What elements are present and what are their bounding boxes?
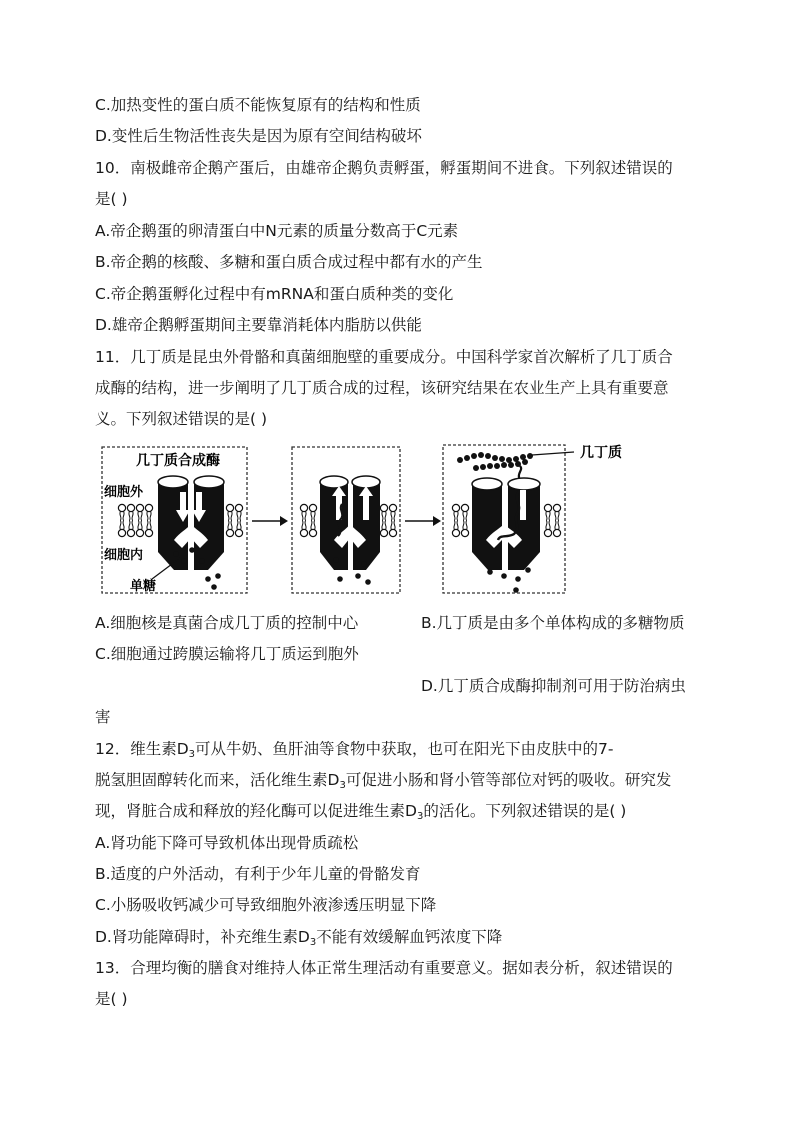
q12-stem-line3: 现，肾脏合成和释放的羟化酶可以促进维生素$D_3$的活化。下列叙述错误的是( ) (95, 802, 627, 822)
q11-option-d-continued: 害 (95, 708, 111, 726)
q12-stem-line1: 12．维生素$D_3$可从牛奶、鱼肝油等食物中获取，也可在阳光下由皮肤中的7- (95, 740, 614, 760)
q12-option-a: A.肾功能下降可导致机体出现骨质疏松 (95, 834, 359, 852)
label-enzyme: 几丁质合成酶 (136, 453, 220, 469)
q11-option-a: A.细胞核是真菌合成几丁质的控制中心 (95, 614, 359, 632)
q11-stem-line3: 义。下列叙述错误的是( ) (95, 410, 268, 428)
membrane-left (118, 504, 152, 536)
q9-option-c: C.加热变性的蛋白质不能恢复原有的结构和性质 (95, 96, 421, 114)
q11-option-b: B.几丁质是由多个单体构成的多糖物质 (421, 614, 685, 632)
membrane-left-2 (300, 504, 316, 536)
q10-option-b: B.帝企鹅的核酸、多糖和蛋白质合成过程中都有水的产生 (95, 253, 483, 271)
q13-stem-line2: 是( ) (95, 990, 128, 1008)
q11-stem-line1: 11．几丁质是昆虫外骨骼和真菌细胞壁的重要成分。中国科学家首次解析了几丁质合 (95, 348, 673, 366)
q11-option-c: C.细胞通过跨膜运输将几丁质运到胞外 (95, 645, 359, 663)
arrow-1 (252, 516, 288, 526)
enzyme-shape-3 (472, 478, 540, 570)
q12-stem-line2: 脱氢胆固醇转化而来，活化维生素$D_3$可促进小肠和肾小管等部位对钙的吸收。研究发 (95, 771, 672, 791)
q9-option-d: D.变性后生物活性丧失是因为原有空间结构破坏 (95, 127, 422, 145)
panel-2 (292, 447, 400, 593)
panel-1 (102, 447, 247, 594)
q10-stem-line1: 10．南极雌帝企鹅产蛋后，由雄帝企鹅负责孵蛋，孵蛋期间不进食。下列叙述错误的 (95, 159, 673, 177)
q12-option-b: B.适度的户外活动，有利于少年儿童的骨骼发育 (95, 865, 421, 883)
membrane-right-3 (544, 504, 560, 536)
membrane-left-3 (452, 504, 468, 536)
enzyme-shape (158, 476, 224, 570)
q12-option-d: D.肾功能障碍时，补充维生素$D_3$不能有效缓解血钙浓度下降 (95, 928, 503, 948)
membrane-right (226, 504, 242, 536)
label-inside: 细胞内 (104, 548, 144, 563)
arrow-2 (405, 516, 441, 526)
chitin-synthesis-figure (100, 440, 660, 596)
label-chitin: 几丁质 (580, 445, 622, 461)
enzyme-shape-2 (320, 476, 380, 570)
chitin-chain (457, 452, 533, 480)
panel-3 (443, 445, 574, 593)
q13-stem-line1: 13．合理均衡的膳食对维持人体正常生理活动有重要意义。据如表分析，叙述错误的 (95, 959, 673, 977)
q10-option-c: C.帝企鹅蛋孵化过程中有mRNA和蛋白质种类的变化 (95, 285, 454, 303)
label-outside: 细胞外 (104, 485, 144, 500)
q10-option-a: A.帝企鹅蛋的卵清蛋白中N元素的质量分数高于C元素 (95, 222, 459, 240)
q10-stem-line2: 是( ) (95, 190, 128, 208)
membrane-right-2 (380, 504, 396, 536)
q11-option-d: D.几丁质合成酶抑制剂可用于防治病虫 (421, 677, 686, 695)
q10-option-d: D.雄帝企鹅孵蛋期间主要靠消耗体内脂肪以供能 (95, 316, 422, 334)
monosaccharide-dots-3 (487, 567, 531, 593)
label-monosaccharide: 单糖 (130, 579, 157, 594)
q12-option-c: C.小肠吸收钙减少可导致细胞外液渗透压明显下降 (95, 896, 437, 914)
q11-stem-line2: 成酶的结构，进一步阐明了几丁质合成的过程，该研究结果在农业生产上具有重要意 (95, 379, 669, 397)
